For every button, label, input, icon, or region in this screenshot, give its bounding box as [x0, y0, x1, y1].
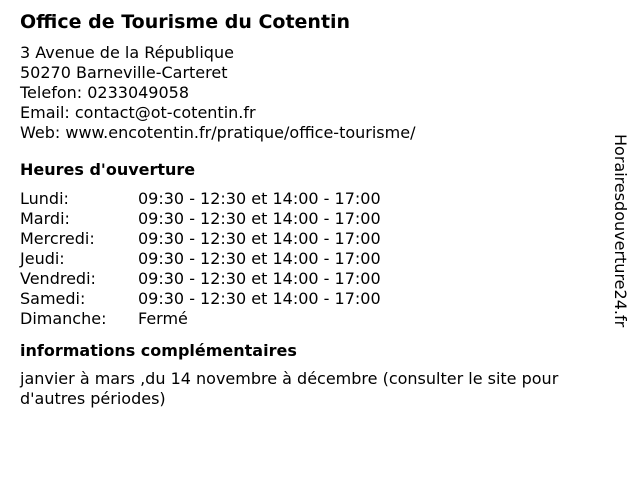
day-label: Vendredi: [20, 269, 96, 288]
day-label: Lundi: [20, 189, 69, 208]
time-value: 09:30 - 12:30 et 14:00 - 17:00 [138, 269, 381, 288]
time-value: 09:30 - 12:30 et 14:00 - 17:00 [138, 249, 381, 268]
hours-row-wednesday [20, 229, 610, 249]
address-city: 50270 Barneville-Carteret [20, 63, 228, 82]
info-text: janvier à mars ,du 14 novembre à décembre (consulter le site pour d'autres périodes) [20, 369, 559, 408]
office-name: Office de Tourisme du Cotentin [20, 11, 351, 33]
day-label: Dimanche: [20, 309, 107, 328]
email-line: Email: contact@ot-cotentin.fr [20, 103, 256, 122]
time-value: 09:30 - 12:30 et 14:00 - 17:00 [138, 209, 381, 228]
hours-heading: Heures d'ouverture [20, 160, 196, 179]
time-value: Fermé [138, 309, 188, 328]
hours-table [20, 189, 610, 329]
time-value: 09:30 - 12:30 et 14:00 - 17:00 [138, 289, 381, 308]
time-value: 09:30 - 12:30 et 14:00 - 17:00 [138, 189, 381, 208]
info-heading: informations complémentaires [20, 341, 297, 360]
hours-row-monday [20, 189, 610, 209]
day-label: Mardi: [20, 209, 70, 228]
address-street: 3 Avenue de la République [20, 43, 234, 62]
phone-line: Telefon: 0233049058 [20, 83, 190, 102]
hours-row-sunday [20, 309, 610, 329]
office-card [20, 10, 610, 409]
day-label: Mercredi: [20, 229, 95, 248]
hours-row-saturday [20, 289, 610, 309]
hours-row-tuesday [20, 209, 610, 229]
address-block [20, 43, 610, 143]
hours-row-thursday [20, 249, 610, 269]
time-value: 09:30 - 12:30 et 14:00 - 17:00 [138, 229, 381, 248]
day-label: Samedi: [20, 289, 86, 308]
side-brand-text: Horairesdouverture24.fr [611, 134, 630, 328]
hours-row-friday [20, 269, 610, 289]
day-label: Jeudi: [20, 249, 65, 268]
web-line: Web: www.encotentin.fr/pratique/office-tourisme/ [20, 123, 416, 142]
